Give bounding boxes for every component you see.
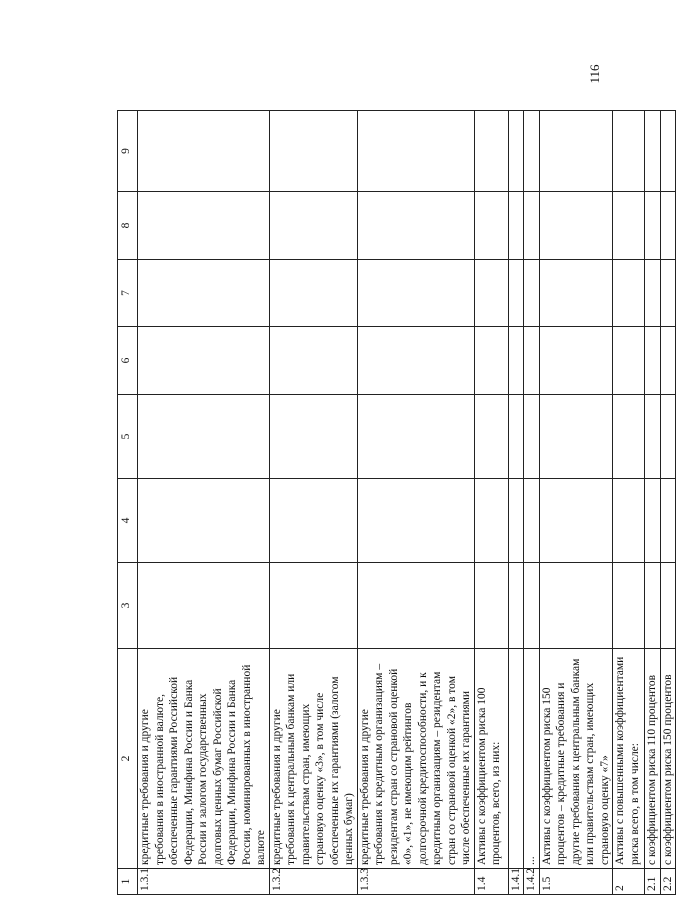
table-row bbox=[508, 111, 524, 895]
row-description: Активы с коэффициентом риска 150 процентов – кредитные требования и другие требования к центральным банкам или правительствам стран, имеющих страновую оценку «7» bbox=[539, 649, 613, 869]
column-header: 8 bbox=[118, 192, 138, 260]
row-number: 1.4.2 bbox=[524, 869, 540, 895]
row-number: 2.1 bbox=[645, 869, 661, 895]
table-row bbox=[269, 111, 357, 895]
row-description: кредитные требования и другие требования к кредитным организациям – резидентам стран со страновой оценкой «0», «1», не имеющим рейтингов долгосрочной кредитоспособности, и к кредитным организациям – резидентам стран со страновой оценкой «2», в том числе обеспеченные их гарантиями bbox=[357, 649, 474, 869]
row-description bbox=[508, 649, 524, 869]
table-row bbox=[474, 111, 508, 895]
row-number: 1.3.1 bbox=[138, 869, 270, 895]
page-number: 116 bbox=[587, 64, 602, 84]
column-header: 6 bbox=[118, 327, 138, 395]
table-row bbox=[613, 111, 645, 895]
header-row bbox=[118, 111, 138, 895]
table-row bbox=[138, 111, 270, 895]
row-description: кредитные требования и другие требования в иностранной валюте, обеспеченные гарантиями Российской Федерации, Минфина России и Банка России и залогом государственных долговых ценных бумаг Российской Федерации, Минфина России и Банка России, номинированных в иностранной валюте bbox=[138, 649, 270, 869]
row-description: кредитные требования и другие требования к центральным банкам или правительствам стран, имеющих страновую оценку «3», в том числе обеспеченные их гарантиями (залогом ценных бумаг) bbox=[269, 649, 357, 869]
row-number: 1.3.3 bbox=[357, 869, 474, 895]
column-header: 4 bbox=[118, 479, 138, 563]
table-row bbox=[539, 111, 613, 895]
row-number: 1.4.1 bbox=[508, 869, 524, 895]
row-number: 2.2 bbox=[660, 869, 676, 895]
table-row bbox=[357, 111, 474, 895]
table-row bbox=[524, 111, 540, 895]
column-header: 5 bbox=[118, 395, 138, 479]
table-row bbox=[645, 111, 661, 895]
row-description: Активы с повышенными коэффициентами риска всего, в том числе: bbox=[613, 649, 645, 869]
column-header: 9 bbox=[118, 111, 138, 192]
column-header: 7 bbox=[118, 260, 138, 327]
row-number: 1.5 bbox=[539, 869, 613, 895]
column-header: 3 bbox=[118, 563, 138, 649]
row-number: 1.4 bbox=[474, 869, 508, 895]
rotated-table-container bbox=[0, 80, 674, 900]
row-number: 1.3.2 bbox=[269, 869, 357, 895]
row-description: Активы с коэффициентом риска 100 процентов, всего, из них: bbox=[474, 649, 508, 869]
row-number: 2 bbox=[613, 869, 645, 895]
row-description: ... bbox=[524, 649, 540, 869]
column-header: 2 bbox=[118, 649, 138, 869]
table-row bbox=[660, 111, 676, 895]
row-description: с коэффициентом риска 150 процентов bbox=[660, 649, 676, 869]
risk-assets-table bbox=[117, 110, 676, 895]
column-header: 1 bbox=[118, 869, 138, 895]
row-description: с коэффициентом риска 110 процентов bbox=[645, 649, 661, 869]
